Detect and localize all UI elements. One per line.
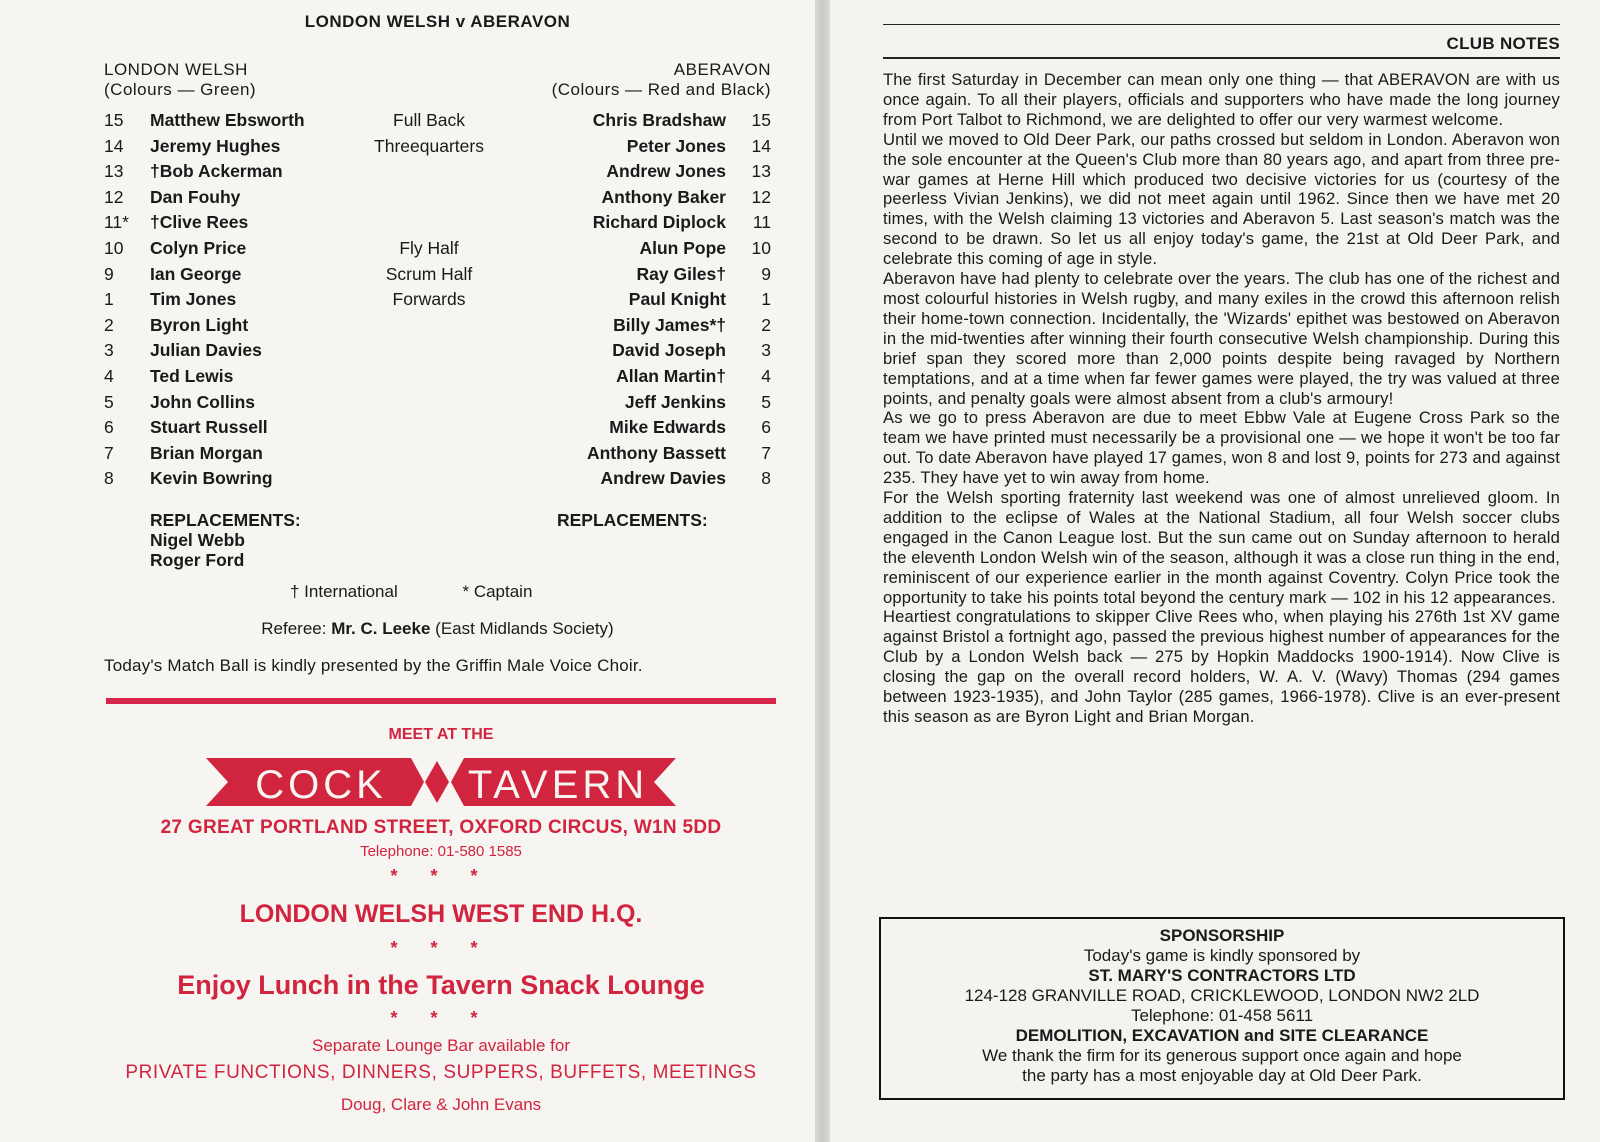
- aberavon-player: Anthony Baker: [601, 186, 726, 207]
- london-welsh-player: †Bob Ackerman: [150, 161, 283, 182]
- right-shirt-number: 9: [761, 263, 771, 284]
- left-shirt-number: 6: [104, 417, 114, 438]
- notes-paragraph: For the Welsh sporting fraternity last weekend was one of almost unrelieved gloom. In addition to the eclipse of Wales at the National Stadium, all four Welsh soccer clubs engaged in the Canon League lost. But the sun came out on Sunday afternoon to herald the eleventh London Welsh win of the season, although it was a close run thing in the end, reminiscent of our experience earlier in the month against Coventry. Colyn Price took the opportunity to take his points total beyond the century mark — 102 in his 12 appearances.: [883, 488, 1560, 607]
- london-welsh-player: Tim Jones: [150, 289, 237, 310]
- sponsorship-intro: Today's game is kindly sponsored by: [1083, 946, 1361, 965]
- position-label: Scrum Half: [385, 263, 473, 284]
- match-ball-note: Today's Match Ball is kindly presented by the Griffin Male Voice Choir.: [104, 656, 643, 675]
- aberavon-player: Ray Giles†: [636, 263, 726, 284]
- right-shirt-number: 11: [752, 212, 771, 233]
- aberavon-player: Andrew Jones: [606, 161, 726, 182]
- notes-paragraph: Aberavon have had plenty to celebrate over the years. The club has one of the richest and most colourful histories in Welsh rugby, and many exiles in the crowd this afternoon relish their home-town connection. Incidentally, the 'Wizards' epithet was bestowed on Aberavon in the mid-twenties after winning their fourth consecutive Welsh championship. During this brief span they scored more than 2,000 points despite being ravaged by Northern temptations, and at a time when far fewer games were played, the try was valued at three points, and penalty goals were almost absent from a club's armoury!: [883, 269, 1560, 408]
- club-notes-page: [830, 0, 1600, 1142]
- stars-divider: * * *: [390, 1008, 492, 1028]
- referee-label: Referee:: [261, 619, 327, 638]
- position-label: Forwards: [392, 289, 466, 310]
- london-welsh-player: †Clive Rees: [150, 212, 249, 233]
- roster-row: [104, 136, 771, 162]
- roster-row: [104, 212, 771, 238]
- team-roster: [104, 110, 771, 494]
- sponsor-address: 124-128 GRANVILLE ROAD, CRICKLEWOOD, LONDON NW2 2LD: [964, 986, 1480, 1005]
- right-shirt-number: 2: [761, 314, 771, 335]
- aberavon-player: Allan Martin†: [616, 365, 726, 386]
- advert-divider: [106, 698, 776, 704]
- tavern-telephone: Telephone: 01-580 1585: [360, 843, 522, 860]
- functions-line: PRIVATE FUNCTIONS, DINNERS, SUPPERS, BUFFETS, MEETINGS: [125, 1062, 757, 1083]
- proprietors: Doug, Clare & John Evans: [340, 1095, 542, 1114]
- london-welsh-player: Byron Light: [150, 314, 249, 335]
- left-shirt-number: 1: [104, 289, 114, 310]
- roster-row: [104, 392, 771, 418]
- aberavon-player: Paul Knight: [628, 289, 726, 310]
- right-shirt-number: 8: [761, 468, 771, 489]
- right-shirt-number: 10: [751, 237, 771, 258]
- aberavon-header: [552, 60, 771, 100]
- match-title: LONDON WELSH v ABERAVON: [304, 12, 571, 31]
- page-gutter: [815, 0, 830, 1142]
- referee-line: [0, 619, 815, 639]
- london-welsh-player: Stuart Russell: [150, 417, 268, 438]
- symbol-legend: [290, 582, 610, 602]
- left-shirt-number: 11*: [104, 212, 129, 233]
- logo-word-tavern: TAVERN: [467, 763, 649, 806]
- advert-meet: MEET AT THE: [388, 726, 494, 743]
- sponsorship-title: SPONSORSHIP: [1159, 926, 1285, 945]
- right-shirt-number: 13: [751, 161, 771, 182]
- snack-lounge-line: Enjoy Lunch in the Tavern Snack Lounge: [177, 970, 705, 1000]
- top-rule: [883, 24, 1560, 25]
- team-name: ABERAVON: [673, 60, 771, 79]
- aberavon-player: David Joseph: [612, 340, 726, 361]
- tavern-address: 27 GREAT PORTLAND STREET, OXFORD CIRCUS, W1N 5DD: [160, 817, 722, 838]
- london-welsh-player: Colyn Price: [150, 237, 247, 258]
- sponsor-company: ST. MARY'S CONTRACTORS LTD: [1088, 966, 1356, 985]
- sponsorship-box: [879, 917, 1565, 1100]
- aberavon-player: Anthony Bassett: [586, 442, 726, 463]
- london-welsh-player: Brian Morgan: [150, 442, 263, 463]
- left-shirt-number: 13: [104, 161, 124, 182]
- right-shirt-number: 6: [761, 417, 771, 438]
- roster-row: [104, 110, 771, 136]
- aberavon-player: Chris Bradshaw: [592, 110, 726, 130]
- left-shirt-number: 2: [104, 314, 114, 335]
- notes-paragraph: As we go to press Aberavon are due to meet Ebbw Vale at Eugene Cross Park so the team we have printed must necessarily be a provisional one — we hope it won't be too far out. To date Aberavon have played 17 games, won 8 and lost 9, points for 273 and against 235. They have yet to win away from home.: [883, 408, 1560, 488]
- london-welsh-replacements: [150, 510, 301, 570]
- right-shirt-number: 5: [761, 391, 771, 412]
- right-shirt-number: 7: [761, 442, 771, 463]
- aberavon-player: Billy James*†: [613, 314, 726, 335]
- notes-paragraph: The first Saturday in December can mean only one thing — that ABERAVON are with us once again. To all their players, officials and supporters who have made the long journey from Port Talbot to Richmond, we are delighted to offer our very warmest welcome.: [883, 70, 1560, 129]
- replacement-player: Nigel Webb: [150, 530, 245, 550]
- sponsor-thanks: We thank the firm for its generous support once again and hope: [982, 1046, 1462, 1065]
- right-shirt-number: 1: [761, 289, 771, 310]
- left-shirt-number: 12: [104, 186, 124, 207]
- right-shirt-number: 15: [751, 110, 771, 130]
- club-notes-body: [883, 70, 1560, 727]
- london-welsh-player: John Collins: [150, 391, 255, 412]
- club-notes-title: CLUB NOTES: [1446, 34, 1560, 53]
- aberavon-replacements-label: REPLACEMENTS:: [557, 510, 708, 530]
- team-colours: (Colours — Green): [104, 80, 257, 99]
- stars-divider: * * *: [390, 866, 492, 886]
- right-shirt-number: 4: [761, 365, 771, 386]
- right-shirt-number: 12: [751, 186, 771, 207]
- international-key: † International: [290, 582, 398, 601]
- title-rule: [883, 57, 1560, 59]
- roster-row: [104, 289, 771, 315]
- replacement-player: Roger Ford: [150, 550, 245, 570]
- west-end-hq: LONDON WELSH WEST END H.Q.: [239, 900, 643, 928]
- aberavon-player: Alun Pope: [639, 237, 726, 258]
- london-welsh-player: Dan Fouhy: [150, 186, 241, 207]
- roster-row: [104, 161, 771, 187]
- roster-row: [104, 443, 771, 469]
- london-welsh-player: Ian George: [150, 263, 242, 284]
- referee-society: (East Midlands Society): [435, 619, 614, 638]
- captain-key: * Captain: [462, 582, 533, 601]
- aberavon-player: Jeff Jenkins: [624, 391, 726, 412]
- sponsor-telephone: Telephone: 01-458 5611: [1130, 1006, 1314, 1025]
- left-shirt-number: 3: [104, 340, 114, 361]
- team-colours: (Colours — Red and Black): [551, 80, 771, 99]
- referee-name: Mr. C. Leeke: [331, 619, 431, 638]
- sponsor-services: DEMOLITION, EXCAVATION and SITE CLEARANCE: [1015, 1026, 1429, 1045]
- team-name: LONDON WELSH: [104, 60, 248, 79]
- right-shirt-number: 3: [761, 340, 771, 361]
- london-welsh-player: Julian Davies: [150, 340, 262, 361]
- position-label: Fly Half: [399, 237, 459, 258]
- aberavon-player: Andrew Davies: [600, 468, 726, 489]
- sponsor-thanks-2: the party has a most enjoyable day at Old Deer Park.: [1022, 1066, 1422, 1085]
- aberavon-player: Mike Edwards: [609, 417, 726, 438]
- aberavon-player: Peter Jones: [626, 135, 726, 156]
- left-shirt-number: 8: [104, 468, 114, 489]
- lounge-bar-line: Separate Lounge Bar available for: [311, 1036, 570, 1055]
- cock-tavern-logo: [206, 758, 676, 806]
- left-shirt-number: 14: [104, 135, 124, 156]
- notes-paragraph: Until we moved to Old Deer Park, our paths crossed but seldom in London. Aberavon won the sole encounter at the Queen's Club more than 80 years ago, and apart from three pre-war games at Herne Hill which produced two decisive victories for us (courtesy of the peerless Vivian Jenkins), we did not meet again until 1962. Since then we have met 20 times, with the Welsh claiming 13 victories and Aberavon 5. Last season's match was the second to be drawn. So let us all enjoy today's game, the 21st at Old Deer Park, and celebrate this coming of age in style.: [883, 129, 1560, 269]
- replacements-label: REPLACEMENTS:: [150, 510, 301, 530]
- right-shirt-number: 14: [751, 135, 771, 156]
- stars-divider: * * *: [390, 938, 492, 958]
- roster-row: [104, 417, 771, 443]
- roster-row: [104, 366, 771, 392]
- left-shirt-number: 7: [104, 442, 114, 463]
- roster-row: [104, 264, 771, 290]
- left-shirt-number: 15: [104, 110, 124, 130]
- roster-row: [104, 315, 771, 341]
- position-label: Threequarters: [374, 135, 484, 156]
- london-welsh-player: Ted Lewis: [150, 365, 234, 386]
- london-welsh-player: Jeremy Hughes: [150, 135, 281, 156]
- roster-row: [104, 238, 771, 264]
- roster-row: [104, 468, 771, 494]
- aberavon-player: Richard Diplock: [592, 212, 726, 233]
- notes-paragraph: Heartiest congratulations to skipper Clive Rees who, when playing his 276th 1st XV game against Bristol a fortnight ago, passed the previous highest number of appearances for the Club by a London Welsh back — 275 by Hopkin Maddocks 1900-1914). Now Clive is closing the gap on the overall record holders, W. A. V. (Wavy) Thomas (294 games between 1923-1935), and John Taylor (285 games, 1966-1978). Clive is an ever-present this season as are Byron Light and Brian Morgan.: [883, 607, 1560, 726]
- left-shirt-number: 10: [104, 237, 124, 258]
- london-welsh-player: Kevin Bowring: [150, 468, 273, 489]
- london-welsh-header: [104, 60, 256, 100]
- left-shirt-number: 9: [104, 263, 114, 284]
- logo-word-cock: COCK: [255, 763, 387, 806]
- roster-row: [104, 340, 771, 366]
- position-label: Full Back: [393, 110, 465, 130]
- london-welsh-player: Matthew Ebsworth: [150, 110, 305, 130]
- roster-row: [104, 187, 771, 213]
- left-shirt-number: 4: [104, 365, 114, 386]
- left-shirt-number: 5: [104, 391, 114, 412]
